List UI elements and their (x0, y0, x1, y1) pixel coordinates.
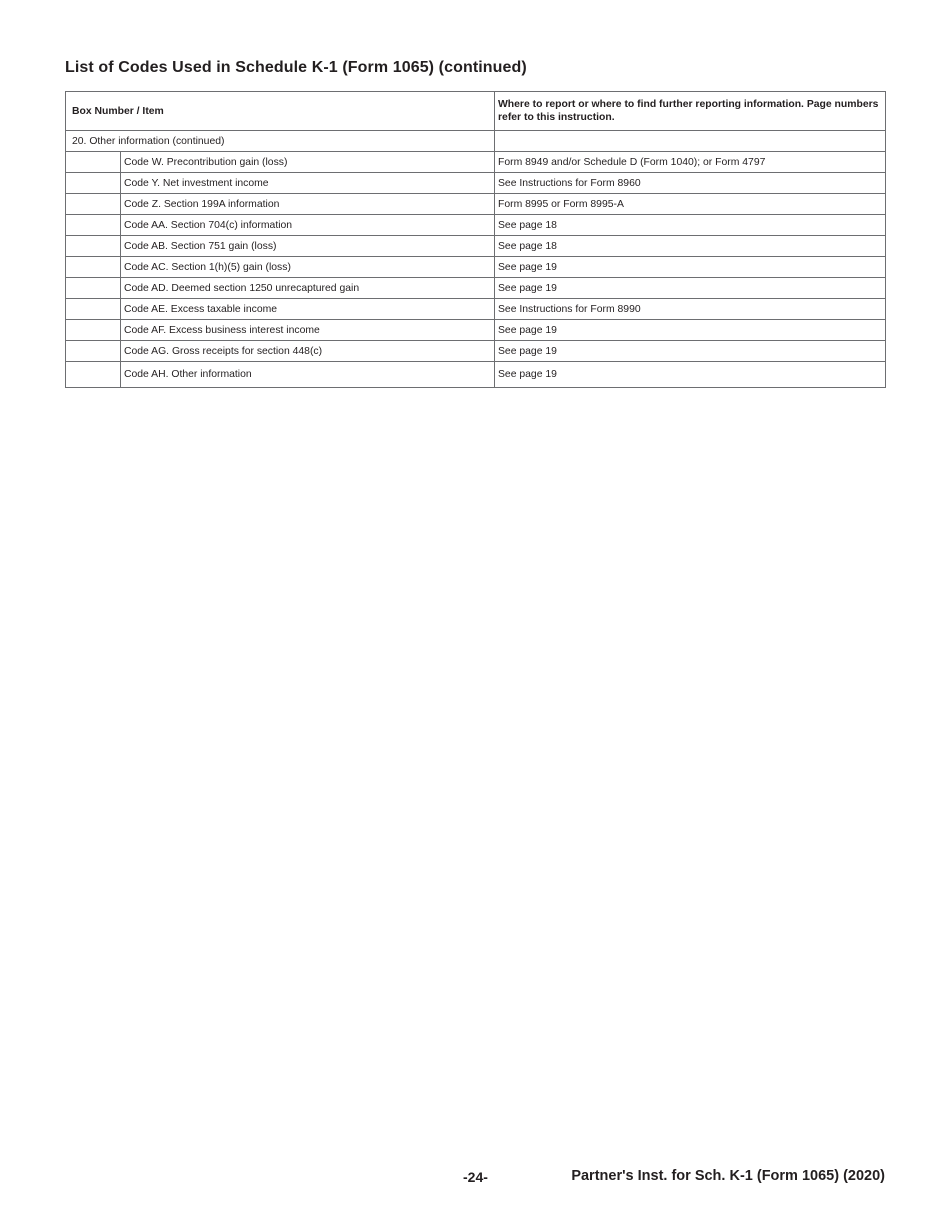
row-where-cell: See page 19 (495, 257, 886, 278)
row-indent-cell (66, 194, 121, 215)
section-where-empty (495, 131, 886, 152)
row-item-cell: Code Y. Net investment income (121, 173, 495, 194)
section-row (66, 131, 886, 152)
row-where-cell: See page 19 (495, 341, 886, 362)
row-where-cell: See page 19 (495, 278, 886, 299)
row-indent-cell (66, 173, 121, 194)
table-row (66, 152, 886, 173)
row-item-cell: Code AB. Section 751 gain (loss) (121, 236, 495, 257)
table-row (66, 299, 886, 320)
row-item-cell: Code AA. Section 704(c) information (121, 215, 495, 236)
footer-doc-title: Partner's Inst. for Sch. K-1 (Form 1065) (2020) (571, 1168, 885, 1184)
row-where-cell: See page 19 (495, 320, 886, 341)
row-indent-cell (66, 152, 121, 173)
table-row (66, 320, 886, 341)
table-row (66, 173, 886, 194)
table-row (66, 362, 886, 388)
row-item-cell: Code AF. Excess business interest income (121, 320, 495, 341)
table-row (66, 341, 886, 362)
header-box-number-item: Box Number / Item (66, 92, 495, 131)
row-indent-cell (66, 320, 121, 341)
row-item-cell: Code AH. Other information (121, 362, 495, 388)
row-indent-cell (66, 257, 121, 278)
row-where-cell: See Instructions for Form 8960 (495, 173, 886, 194)
row-indent-cell (66, 215, 121, 236)
row-indent-cell (66, 362, 121, 388)
section-label: 20. Other information (continued) (66, 131, 495, 152)
table-row (66, 236, 886, 257)
row-indent-cell (66, 299, 121, 320)
row-where-cell: See page 18 (495, 236, 886, 257)
row-item-cell: Code AC. Section 1(h)(5) gain (loss) (121, 257, 495, 278)
row-item-cell: Code AD. Deemed section 1250 unrecaptured gain (121, 278, 495, 299)
row-where-cell: See page 19 (495, 362, 886, 388)
table-row (66, 194, 886, 215)
row-item-cell: Code Z. Section 199A information (121, 194, 495, 215)
row-indent-cell (66, 341, 121, 362)
footer-page-number: -24- (463, 1169, 488, 1185)
row-where-cell: See Instructions for Form 8990 (495, 299, 886, 320)
row-where-cell: See page 18 (495, 215, 886, 236)
row-where-cell: Form 8995 or Form 8995-A (495, 194, 886, 215)
row-indent-cell (66, 278, 121, 299)
table-header-row (66, 92, 886, 131)
row-item-cell: Code AE. Excess taxable income (121, 299, 495, 320)
table-row (66, 257, 886, 278)
header-where-to-report: Where to report or where to find further reporting information. Page numbers refer to this instruction. (495, 92, 886, 131)
row-where-cell: Form 8949 and/or Schedule D (Form 1040); or Form 4797 (495, 152, 886, 173)
table-row (66, 278, 886, 299)
row-item-cell: Code AG. Gross receipts for section 448(c) (121, 341, 495, 362)
table-row (66, 215, 886, 236)
codes-table (65, 91, 886, 388)
row-item-cell: Code W. Precontribution gain (loss) (121, 152, 495, 173)
row-indent-cell (66, 236, 121, 257)
page-title: List of Codes Used in Schedule K-1 (Form 1065) (continued) (65, 59, 527, 76)
